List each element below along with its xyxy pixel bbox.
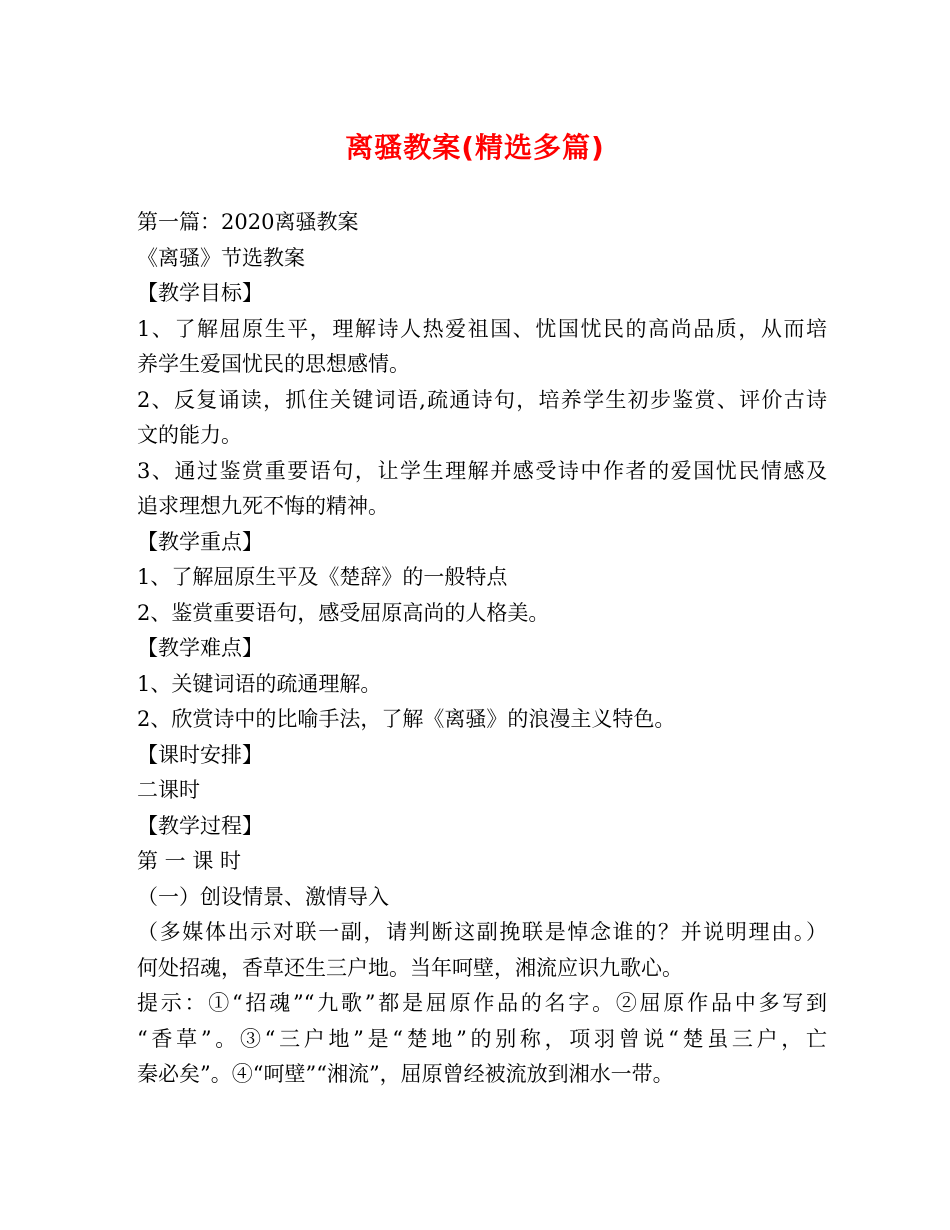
lesson-heading: 第 一 课 时 [137,849,242,873]
text-line: 3、通过鉴赏重要语句，让学生理解并感受诗中作者的爱国忧民情感及 [137,458,827,483]
text-line: 提示：①“招魂”“九歌”都是屈原作品的名字。②屈原作品中多写到 [137,991,827,1015]
section-heading: 【课时安排】 [137,742,263,767]
couplet-line: 何处招魂，香草还生三户地。当年呵壁，湘流应识九歌心。 [137,955,683,980]
text-line: 1、关键词语的疏通理解。 [137,671,382,696]
text-line: 文的能力。 [137,423,242,447]
text-line: 2、鉴赏重要语句，感受屈原高尚的人格美。 [137,600,550,625]
document-title: 离骚教案(精选多篇) [345,131,605,164]
text-line: 二课时 [137,778,200,802]
text-line: 追求理想九死不悔的精神。 [137,494,389,518]
section-heading: 【教学难点】 [137,636,263,660]
text-line: 2、反复诵读，抓住关键词语,疏通诗句，培养学生初步鉴赏、评价古诗 [137,387,827,412]
text-line: “香草”。③“三户地”是“楚地”的别称，项羽曾说“楚虽三户，亡 [137,1026,827,1051]
text-line: 1、了解屈原生平及《楚辞》的一般特点 [137,565,508,589]
document-body [137,205,827,1093]
text-line: 养学生爱国忧民的思想感情。 [137,352,410,376]
section-heading: 【教学过程】 [137,813,263,838]
text-line: （多媒体出示对联一副，请判断这副挽联是悼念谁的？并说明理由。） [137,920,827,944]
section-heading: 【教学目标】 [137,281,263,305]
text-line: （一）创设情景、激情导入 [137,884,389,909]
text-line: 秦必矣”。④“呵壁”“湘流”，屈原曾经被流放到湘水一带。 [137,1062,674,1086]
text-line: 《离骚》节选教案 [137,245,305,270]
section-heading: 【教学重点】 [137,529,263,554]
text-line: 第一篇：2020离骚教案 [137,210,359,234]
text-line: 2、欣赏诗中的比喻手法，了解《离骚》的浪漫主义特色。 [137,707,676,731]
text-line: 1、了解屈原生平，理解诗人热爱祖国、忧国忧民的高尚品质，从而培 [137,316,827,341]
